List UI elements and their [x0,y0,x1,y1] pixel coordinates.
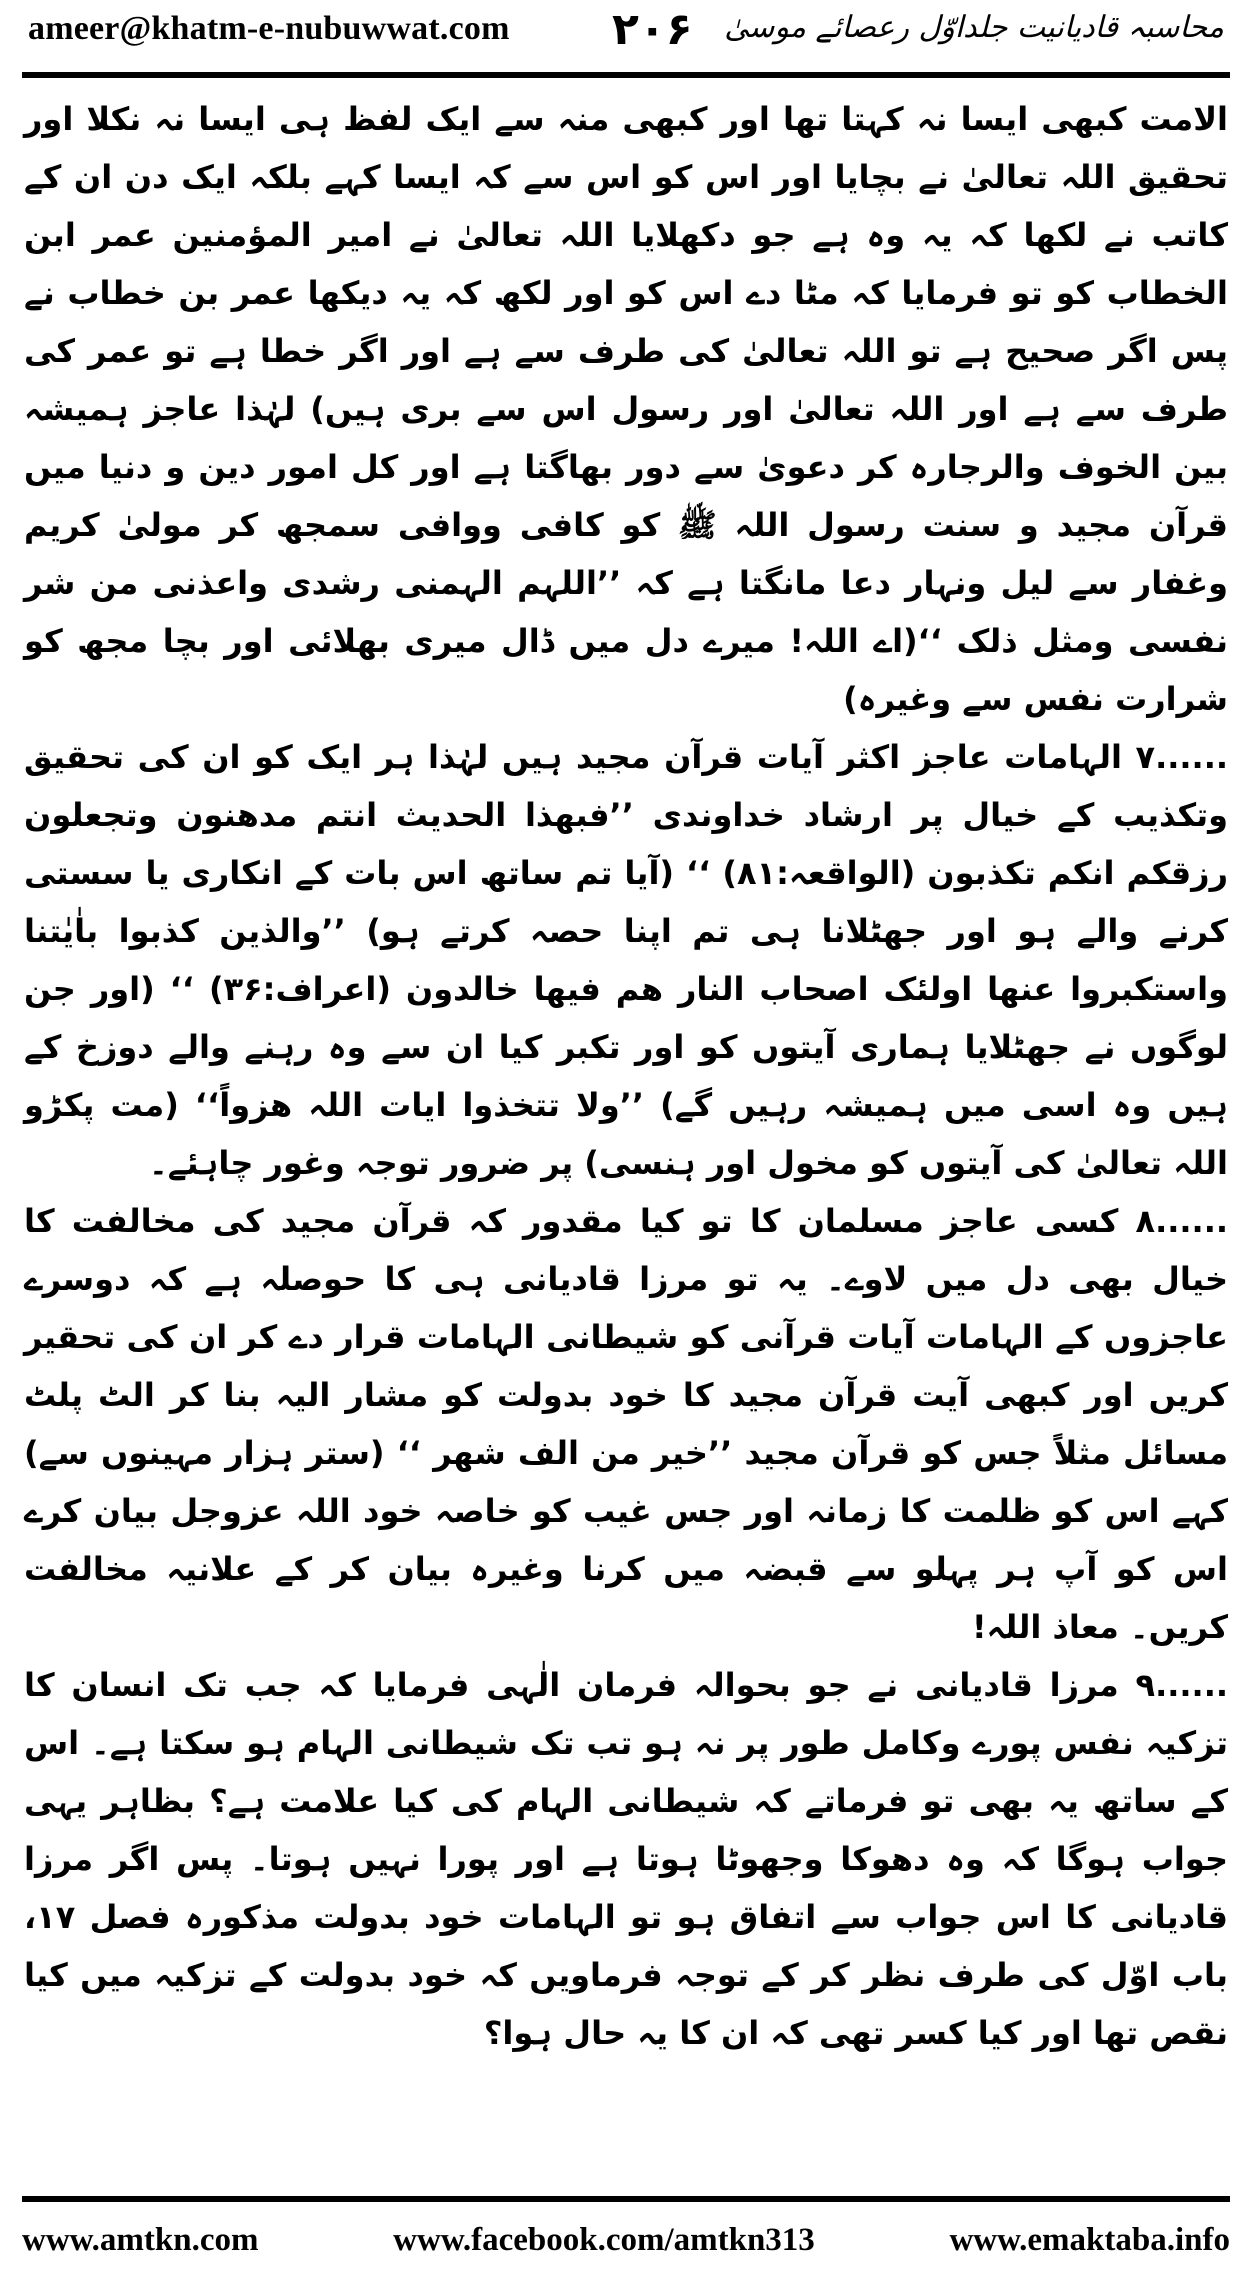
paragraph-9 [24,1656,1228,2062]
page-number: ۲۰۶ [612,4,693,55]
page-body [24,90,1228,2146]
paragraph-text: مرزا قادیانی نے جو بحوالہ فرمان الٰہی فرمایا کہ جب تک انسان کا تزکیہ نفس پورے وکامل طور پر نہ ہو تب تک شیطانی الہام ہو سکتا ہے۔ اس کے ساتھ یہ بھی تو فرماتے کہ شیطانی الہام کی کیا علامت ہے؟ بظاہر یہی جواب ہوگا کہ وہ دھوکا وجھوٹا ہوتا ہے اور پورا نہیں ہوتا۔ پس اگر مرزا قادیانی کا اس جواب سے اتفاق ہو تو الہامات خود بدولت مذکورہ فصل ۱۷، باب اوّل کی طرف نظر کر کے توجہ فرماویں کہ خود بدولت کے تزکیہ میں کیا نقص تھا اور کیا کسر تھی کہ ان کا یہ حال ہوا؟ [24,1666,1228,2052]
paragraph-number: ۸...... [1135,1202,1229,1240]
paragraph-7 [24,728,1228,1192]
paragraph-number: ۷...... [1135,738,1229,776]
paragraph-8 [24,1192,1228,1656]
header-divider [22,72,1230,78]
footer-link-amtkn[interactable]: www.amtkn.com [22,2221,259,2258]
paragraph-text: الہامات عاجز اکثر آیات قرآن مجید ہیں لہٰذا ہر ایک کو ان کی تحقیق وتکذیب کے خیال پر ارشاد خداوندی ’’فبھذا الحدیث انتم مدھنون وتجعلون رزقکم انکم تکذبون (الواقعہ:۸۱) ‘‘ (آیا تم ساتھ اس بات کے انکاری یا سستی کرنے والے ہو اور جھٹلانا ہی تم اپنا حصہ کرتے ہو) ’’والذین کذبوا باٰیٰتنا واستکبروا عنھا اولئک اصحاب النار ھم فیھا خالدون (اعراف:۳۶) ‘‘ (اور جن لوگوں نے جھٹلایا ہماری آیتوں کو اور تکبر کیا ان سے وہ رہنے والے دوزخ کے ہیں وہ اسی میں ہمیشہ رہیں گے) ’’ولا تتخذوا ایات اللہ ھزواً‘‘ (مت پکڑو اللہ تعالیٰ کی آیتوں کو مخول اور ہنسی) پر ضرور توجہ وغور چاہئے۔ [24,738,1229,1182]
book-title: محاسبہ قادیانیت جلداوّل رعصائے موسیٰ [724,10,1224,45]
paragraph-number: ۹...... [1135,1666,1229,1704]
header-email: ameer@khatm-e-nubuwwat.com [28,10,510,47]
paragraph-text: کسی عاجز مسلمان کا تو کیا مقدور کہ قرآن مجید کی مخالفت کا خیال بھی دل میں لاوے۔ یہ تو مرزا قادیانی ہی کا حوصلہ ہے کہ دوسرے عاجزوں کے الہامات آیات قرآنی کو شیطانی الہامات قرار دے کر ان کی تحقیر کریں اور کبھی آیت قرآن مجید کا خود بدولت کو مشار الیہ بنا کر الٹ پلٹ مسائل مثلاً جس کو قرآن مجید ’’خیر من الف شھر ‘‘ (ستر ہزار مہینوں سے) کہے اس کو ظلمت کا زمانہ اور جس غیب کو خاصہ خود اللہ عزوجل بیان کرے اس کو آپ ہر پہلو سے قبضہ میں کرنا وغیرہ بیان کر کے علانیہ مخالفت کریں۔ معاذ اللہ! [24,1202,1228,1646]
page-header [22,0,1230,66]
footer-link-facebook[interactable]: www.facebook.com/amtkn313 [393,2221,815,2258]
footer-divider [22,2196,1230,2202]
footer-link-emaktaba[interactable]: www.emaktaba.info [949,2221,1230,2258]
page-footer [22,2212,1230,2268]
paragraph-continuation [24,90,1228,728]
paragraph-text: الامت کبھی ایسا نہ کہتا تھا اور کبھی منہ سے ایک لفظ ہی ایسا نہ نکلا اور تحقیق اللہ تعالیٰ نے بچایا اور اس کو اس سے کہ ایسا کہے بلکہ ایک دن ان کے کاتب نے لکھا کہ یہ وہ ہے جو دکھلایا اللہ تعالیٰ نے امیر المؤمنین عمر ابن الخطاب کو تو فرمایا کہ مٹا دے اس کو اور لکھ کہ یہ دیکھا عمر بن خطاب نے پس اگر صحیح ہے تو اللہ تعالیٰ کی طرف سے ہے اور اگر خطا ہے تو عمر کی طرف سے ہے اور اللہ تعالیٰ اور رسول اس سے بری ہیں) لہٰذا عاجز ہمیشہ بین الخوف والرجارہ کر دعویٰ سے دور بھاگتا ہے اور کل امور دین و دنیا میں قرآن مجید و سنت رسول اللہ ﷺ کو کافی ووافی سمجھ کر مولیٰ کریم وغفار سے لیل ونہار دعا مانگتا ہے کہ ’’اللہم الہمنی رشدی واعذنی من شر نفسی ومثل ذلک ‘‘(اے اللہ! میرے دل میں ڈال میری بھلائی اور بچا مجھ کو شرارت نفس سے وغیرہ) [24,100,1228,718]
